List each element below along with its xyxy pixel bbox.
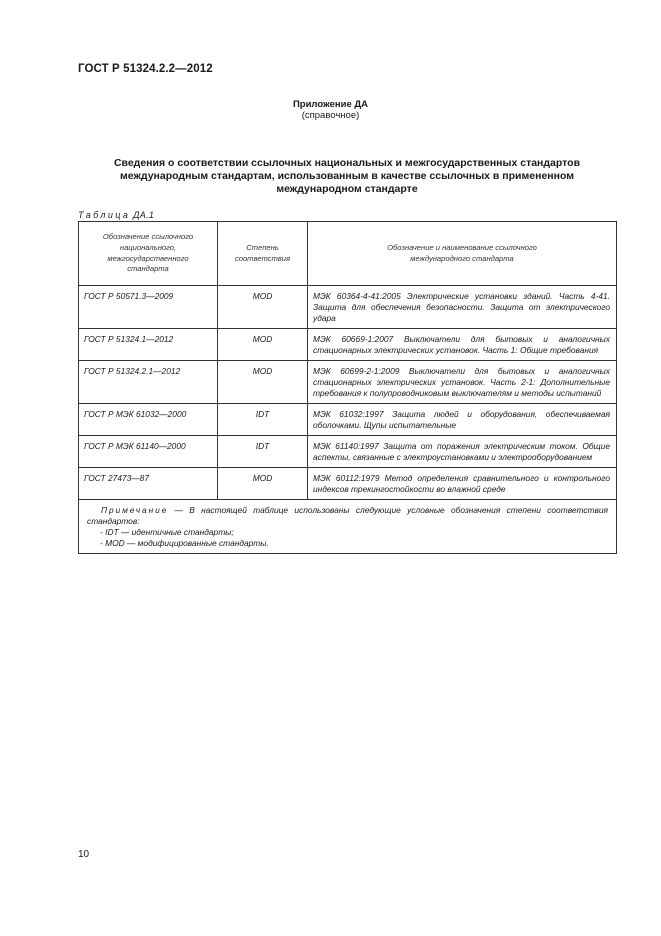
note-item: - MOD — модифицированные стандарты. [100, 538, 269, 548]
table-row [79, 468, 617, 500]
national-standard-cell: ГОСТ Р 51324.1—2012 [79, 329, 218, 361]
international-standard-cell: МЭК 60669-1:2007 Выключатели для бытовых и аналогичных стационарных электрических установок. Часть 1: Общие требования [308, 329, 617, 361]
appendix-title: Приложение ДА [292, 99, 369, 110]
international-standard-cell: МЭК 61140:1997 Защита от поражения электрическим током. Общие аспекты, связанные с электроустановками и электрооборудованием [308, 436, 617, 468]
national-standard-cell: ГОСТ Р 51324.2.1—2012 [79, 361, 218, 404]
table-row [79, 329, 617, 361]
national-standard-cell: ГОСТ 27473—87 [79, 468, 218, 500]
column-header-degree: Степень соответствия [218, 222, 308, 286]
national-standard-cell: ГОСТ Р МЭК 61032—2000 [79, 404, 218, 436]
note-text [87, 505, 608, 527]
column-header-international: Обозначение и наименование ссылочного международного стандарта [308, 222, 617, 286]
table-row [79, 286, 617, 329]
table-header-row [79, 222, 617, 286]
note-body: — В настоящей таблице использованы следующие условные обозначения степени соответствия стандартов: [87, 505, 608, 526]
degree-cell: IDT [218, 436, 308, 468]
degree-cell: MOD [218, 286, 308, 329]
table-caption-word: Таблица [78, 210, 131, 220]
table-caption [78, 210, 154, 220]
column-header-national: Обозначение ссылочного национального, межгосударственного стандарта [79, 222, 218, 286]
page-number: 10 [78, 849, 90, 860]
table-note-row [79, 500, 617, 554]
heading-line: международным стандартам, использованным в качестве ссылочных в примененном [119, 170, 575, 183]
international-standard-cell: МЭК 60112:1979 Метод определения сравнительного и контрольного индексов трекингостойкости во влажной среде [308, 468, 617, 500]
national-standard-cell: ГОСТ Р МЭК 61140—2000 [79, 436, 218, 468]
correspondence-table [78, 221, 617, 554]
note-item: - IDT — идентичные стандарты; [100, 527, 234, 537]
degree-cell: IDT [218, 404, 308, 436]
table-note [79, 500, 617, 554]
international-standard-cell: МЭК 60364-4-41:2005 Электрические установки зданий. Часть 4-41. Защита для обеспечения безопасности. Защита от электрического удара [308, 286, 617, 329]
document-code: ГОСТ Р 51324.2.2—2012 [78, 63, 213, 75]
international-standard-cell: МЭК 61032:1997 Защита людей и оборудования, обеспечиваемая оболочками. Щупы испытательные [308, 404, 617, 436]
degree-cell: MOD [218, 361, 308, 404]
table-row [79, 436, 617, 468]
table-row [79, 404, 617, 436]
table-caption-id: ДА.1 [133, 210, 155, 220]
section-heading [78, 157, 616, 197]
heading-line: международном стандарте [276, 183, 418, 196]
table-row [79, 361, 617, 404]
heading-line: Сведения о соответствии ссылочных национальных и межгосударственных стандартов [113, 157, 581, 169]
degree-cell: MOD [218, 329, 308, 361]
note-label: Примечание [101, 505, 169, 515]
appendix-subtitle: (справочное) [301, 110, 360, 121]
international-standard-cell: МЭК 60699-2-1:2009 Выключатели для бытовых и аналогичных стационарных электрических установок. Часть 2-1: Дополнительные требования к полупроводниковым выключателям и методы испытаний [308, 361, 617, 404]
degree-cell: MOD [218, 468, 308, 500]
national-standard-cell: ГОСТ Р 50571.3—2009 [79, 286, 218, 329]
